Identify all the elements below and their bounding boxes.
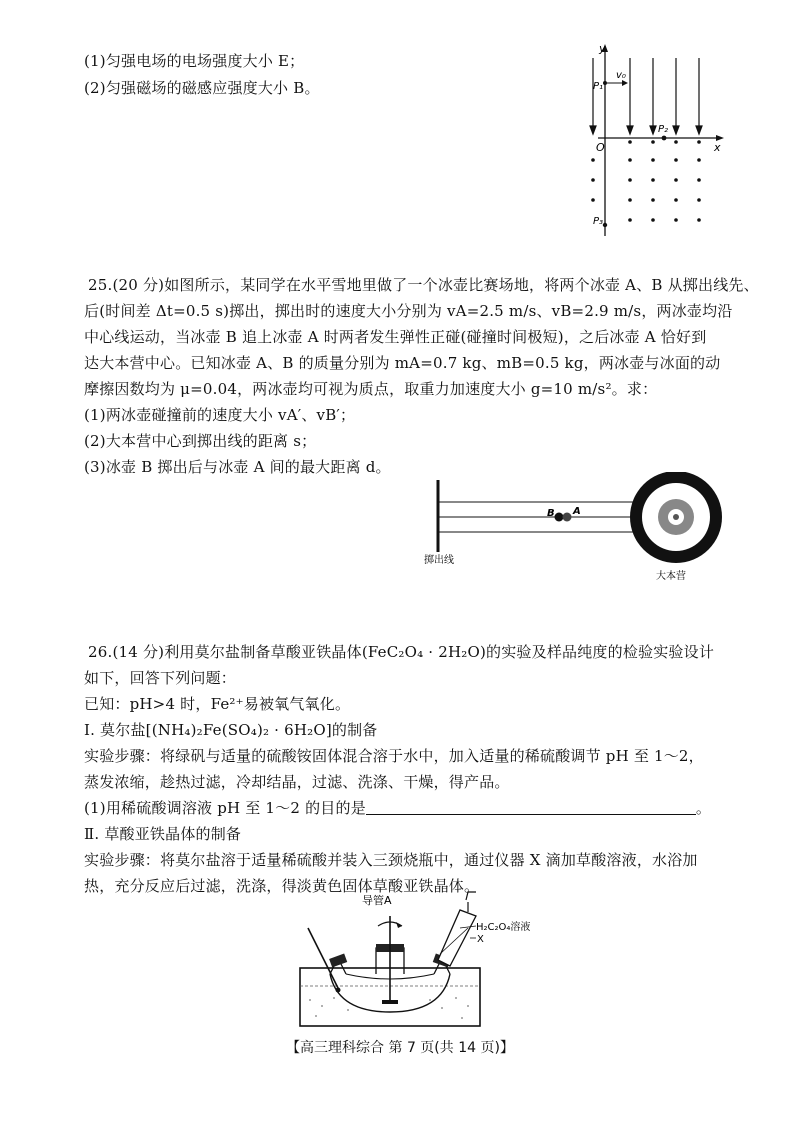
instrument-x-label: X: [477, 934, 484, 945]
q26-line-3: 已知：pH>4 时，Fe²⁺易被氧气氧化。: [84, 695, 351, 713]
q26-line-5: 实验步骤：将绿矾与适量的硫酸铵固体混合溶于水中，加入适量的稀硫酸调节 pH 至 1～2，: [84, 747, 704, 765]
q25-line-1: 25.(20 分)如图所示，某同学在水平雪地里做了一个冰壶比赛场地，将两个冰壶 A、B 从掷出线先、: [88, 276, 759, 294]
q26-question-1: (1)用稀硫酸调溶液 pH 至 1～2 的目的是: [84, 799, 366, 817]
house-label: 大本营: [656, 571, 686, 582]
q25-line-3: 中心线运动，当冰壶 B 追上冰壶 A 时两者发生弹性正碰(碰撞时间极短)，之后冰壶 A 恰好到: [84, 328, 707, 346]
q26-line-6: 蒸发浓缩，趁热过滤，冷却结晶，过滤、洗涤、干燥，得产品。: [84, 773, 510, 791]
oxalic-solution-label: H₂C₂O₄溶液: [476, 922, 530, 933]
stone-a-label: A: [573, 506, 581, 517]
y-axis-label: y: [599, 42, 606, 55]
p2-label: P₂: [658, 124, 669, 135]
q26-line-9: 实验步骤：将莫尔盐溶于适量稀硫酸并装入三颈烧瓶中，通过仪器 X 滴加草酸溶液，水浴加: [84, 851, 698, 869]
page-footer: 【高三理科综合 第 7 页(共 14 页)】: [286, 1040, 514, 1056]
q26-line-10: 热，充分反应后过滤，洗涤，得淡黄色固体草酸亚铁晶体。: [84, 877, 480, 895]
throw-line-label: 掷出线: [424, 555, 454, 566]
q24-part2: (2)匀强磁场的磁感应强度大小 B。: [84, 79, 320, 97]
q25-line-4: 达大本营中心。已知冰壶 A、B 的质量分别为 mA=0.7 kg、mB=0.5 kg，两冰壶与冰面的动: [84, 354, 721, 372]
q25-line-2: 后(时间差 Δt=0.5 s)掷出，掷出时的速度大小分别为 vA=2.5 m/s、vB=2.9 m/s，两冰壶均沿: [84, 302, 733, 320]
q26-line-1: 26.(14 分)利用莫尔盐制备草酸亚铁晶体(FeC₂O₄ · 2H₂O)的实验及样品纯度的检验实验设计: [88, 643, 715, 661]
q25-line-6: (1)两冰壶碰撞前的速度大小 vA′、vB′；: [84, 406, 356, 424]
p3-label: P₃: [593, 216, 604, 227]
q26-line-2: 如下，回答下列问题：: [84, 669, 237, 687]
q26-line-8: Ⅱ. 草酸亚铁晶体的制备: [84, 825, 242, 843]
apparatus-diagram: [290, 888, 530, 1030]
q26-line-4: Ⅰ. 莫尔盐[(NH₄)₂Fe(SO₄)₂ · 6H₂O]的制备: [84, 721, 378, 739]
q25-line-5: 摩擦因数均为 μ=0.04，两冰壶均可视为质点，取重力加速度大小 g=10 m/s²。求：: [84, 380, 658, 398]
stone-b-label: B: [547, 508, 555, 519]
curling-diagram: [418, 472, 738, 592]
field-diagram: [578, 40, 728, 240]
answer-blank[interactable]: [366, 798, 696, 815]
x-axis-label: x: [714, 141, 721, 154]
q25-line-7: (2)大本营中心到掷出线的距离 s；: [84, 432, 317, 450]
v0-label: v₀: [616, 70, 626, 81]
q26-period: 。: [695, 799, 712, 817]
q25-line-8: (3)冰壶 B 掷出后与冰壶 A 间的最大距离 d。: [84, 458, 391, 476]
tube-label: 导管A: [362, 894, 392, 907]
q24-part1: (1)匀强电场的电场强度大小 E；: [84, 52, 305, 70]
p1-label: P₁: [593, 81, 604, 92]
origin-label: O: [596, 141, 605, 154]
q26-line-7: [84, 797, 711, 819]
